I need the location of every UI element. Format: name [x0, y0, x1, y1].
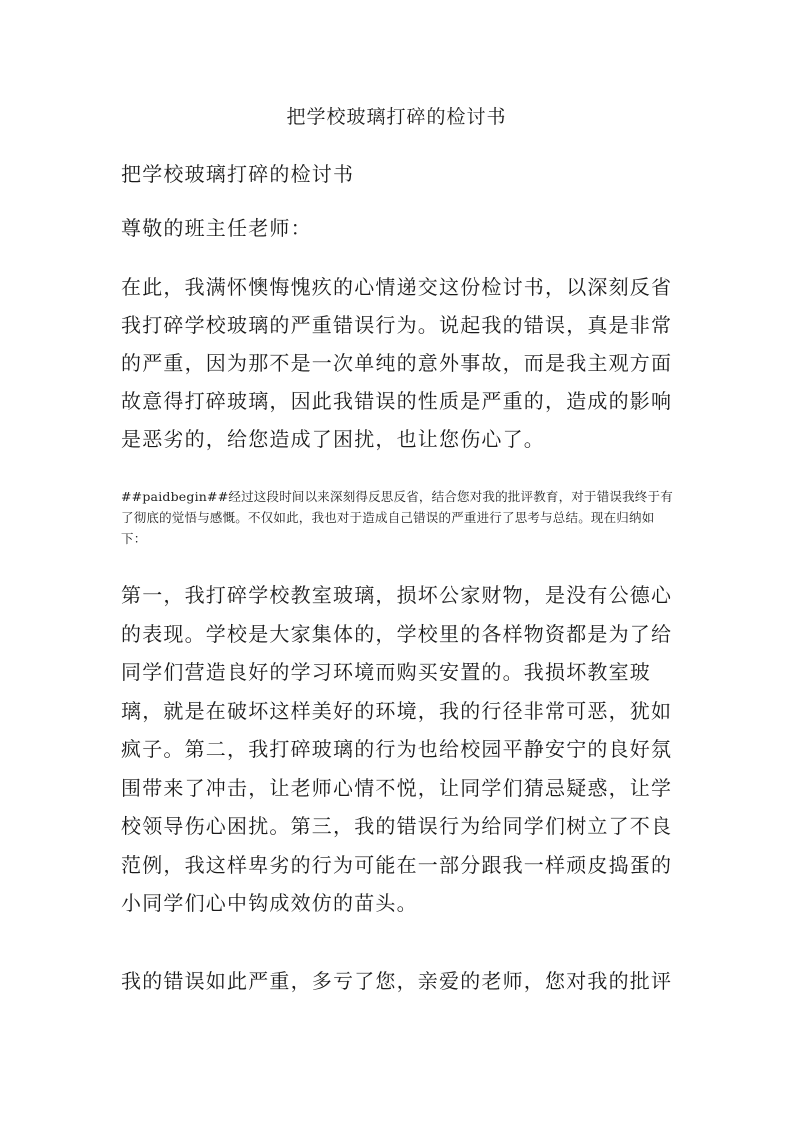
document-subtitle: 把学校玻璃打碎的检讨书 [121, 162, 355, 186]
salutation: 尊敬的班主任老师： [121, 216, 312, 240]
paragraph-points: 第一，我打碎学校教室玻璃，损坏公家财物，是没有公德心的表现。学校是大家集体的，学校里的各样物资都是为了给同学们营造良好的学习环境而购买安置的。我损坏教室玻璃，就是在破坏这样美好的环境，我的行径非常可恶，犹如疯子。第二，我打碎玻璃的行为也给校园平静安宁的良好氛围带来了冲击，让老师心情不悦，让同学们猜忌疑惑，让学校领导伤心困扰。第三，我的错误行为给同学们树立了不良范例，我这样卑劣的行为可能在一部分跟我一样顽皮捣蛋的小同学们心中钩成效仿的苗头。 [121, 583, 673, 915]
paragraph-reflection: ##paidbegin##经过这段时间以来深刻得反思反省，结合您对我的批评教育，对于错误我终于有了彻底的觉悟与感慨。不仅如此，我也对于造成自己错误的严重进行了思考与总结。现在归纳如下： [121, 489, 673, 546]
paragraph-closing: 我的错误如此严重，多亏了您，亲爱的老师，您对我的批评 [121, 969, 673, 993]
document-title: 把学校玻璃打碎的检讨书 [286, 106, 507, 128]
paragraph-intro: 在此，我满怀懊悔愧疚的心情递交这份检讨书，以深刻反省我打碎学校玻璃的严重错误行为。说起我的错误，真是非常的严重，因为那不是一次单纯的意外事故，而是我主观方面故意得打碎玻璃，因此我错误的性质是严重的，造成的影响是恶劣的，给您造成了困扰，也让您伤心了。 [121, 275, 673, 451]
